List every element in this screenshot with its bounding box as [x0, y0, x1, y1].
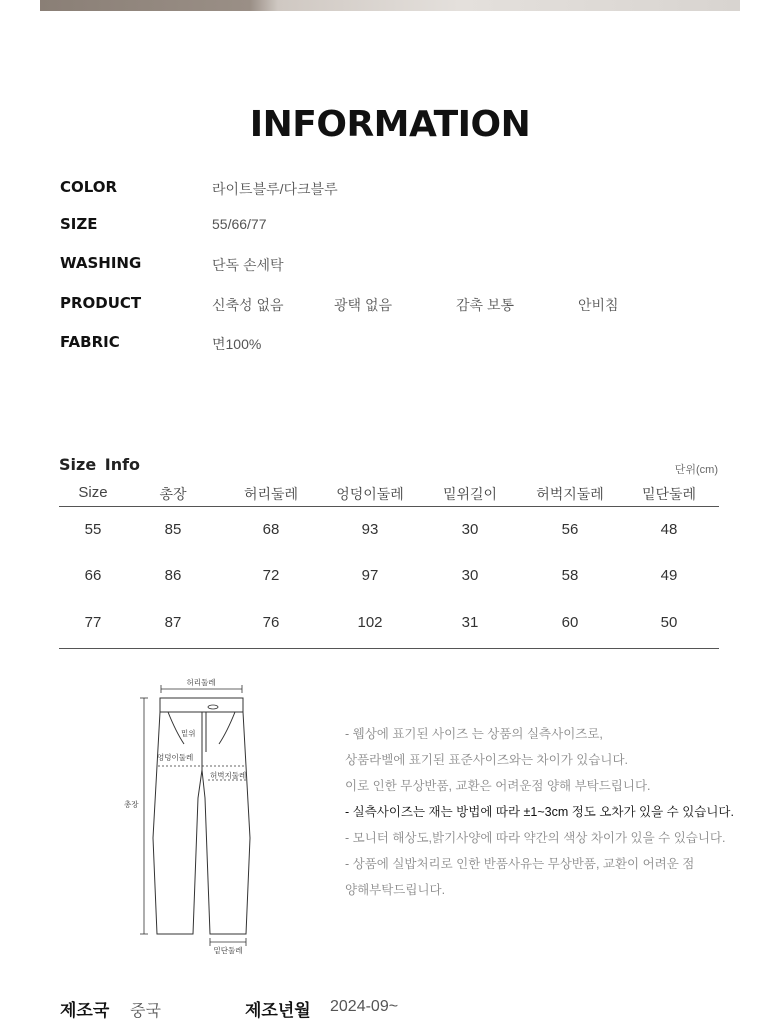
info-row-size: [60, 215, 740, 239]
table-header-cell: 허리둘레: [243, 486, 299, 502]
info-value: 신축성 없음: [212, 297, 284, 313]
unit-label: 단위(cm): [674, 464, 718, 476]
waist-label: 허리둘레: [186, 678, 216, 687]
info-value: 단독 손세탁: [212, 257, 284, 273]
table-cell: 66: [84, 567, 102, 584]
info-label: SIZE: [60, 215, 98, 233]
table-cell: 93: [361, 521, 379, 538]
note-line: - 상품에 실밥처리로 인한 반품사유는 무상반품, 교환이 어려운 점: [345, 857, 695, 871]
table-cell: 56: [561, 521, 579, 538]
info-label: WASHING: [60, 254, 142, 272]
note-line: 이로 인한 무상반품, 교환은 어려운점 양해 부탁드립니다.: [345, 779, 651, 793]
table-bottom-line: [59, 648, 719, 649]
table-cell: 97: [361, 567, 379, 584]
origin-value: 중국: [130, 1003, 161, 1020]
info-value: 감촉 보통: [456, 297, 514, 313]
note-line: - 모니터 해상도,밝기사양에 따라 약간의 색상 차이가 있을 수 있습니다.: [345, 831, 726, 845]
note-line-emphasis: - 실측사이즈는 재는 방법에 따라 ±1~3cm 정도 오차가 있을 수 있습니다.: [345, 805, 734, 819]
info-row-color: [60, 178, 740, 202]
table-cell: 30: [461, 567, 479, 584]
table-cell: 68: [262, 521, 280, 538]
table-header-cell: 밑단둘레: [641, 486, 697, 502]
table-cell: 31: [461, 614, 479, 631]
table-cell: 102: [357, 614, 383, 631]
note-line: - 웹상에 표기된 사이즈 는 상품의 실측사이즈로,: [345, 727, 603, 741]
table-header-cell: 밑위길이: [442, 486, 498, 502]
table-cell: 50: [660, 614, 678, 631]
manufacture-date-value: 2024-09~: [330, 998, 399, 1015]
table-header-cell: 총장: [159, 486, 187, 502]
hip-label: 엉덩이둘레: [157, 753, 194, 762]
table-cell: 86: [164, 567, 182, 584]
thigh-label: 허벅지둘레: [210, 771, 247, 780]
rise-label: 밑위: [181, 729, 196, 738]
product-photo-strip: [40, 0, 740, 11]
table-header-cell: 허벅지둘레: [536, 486, 604, 502]
info-row-washing: [60, 254, 740, 278]
info-label: PRODUCT: [60, 294, 142, 312]
note-line: 상품라벨에 표기된 표준사이즈와는 차이가 있습니다.: [345, 753, 629, 767]
table-cell: 87: [164, 614, 182, 631]
table-cell: 76: [262, 614, 280, 631]
table-cell: 77: [84, 614, 102, 631]
info-value: 안비침: [578, 297, 619, 313]
manufacture-date-label: 제조년월: [245, 1001, 311, 1020]
table-cell: 58: [561, 567, 579, 584]
info-value: 55/66/77: [212, 216, 267, 232]
table-cell: 60: [561, 614, 579, 631]
note-line: 양해부탁드립니다.: [345, 883, 446, 897]
origin-label: 제조국: [60, 1001, 110, 1020]
table-cell: 72: [262, 567, 280, 584]
table-header-cell: 엉덩이둘레: [336, 486, 404, 502]
info-value: 광택 없음: [334, 297, 392, 313]
hem-label: 밑단둘레: [213, 946, 243, 955]
size-info-title: Size Info: [59, 455, 141, 474]
table-cell: 30: [461, 521, 479, 538]
info-row-product: [60, 294, 740, 318]
table-cell: 48: [660, 521, 678, 538]
length-label: 총장: [124, 800, 139, 809]
table-cell: 55: [84, 521, 102, 538]
table-cell: 85: [164, 521, 182, 538]
info-label: COLOR: [60, 178, 118, 196]
table-header-cell: Size: [78, 484, 108, 501]
table-cell: 49: [660, 567, 678, 584]
table-divider: [59, 506, 719, 507]
info-value: 라이트블루/다크블루: [212, 181, 338, 197]
info-label: FABRIC: [60, 333, 120, 351]
pants-measurement-diagram: [118, 672, 268, 962]
info-value: 면100%: [212, 336, 262, 352]
info-row-fabric: [60, 333, 740, 357]
page-title: INFORMATION: [249, 104, 531, 145]
